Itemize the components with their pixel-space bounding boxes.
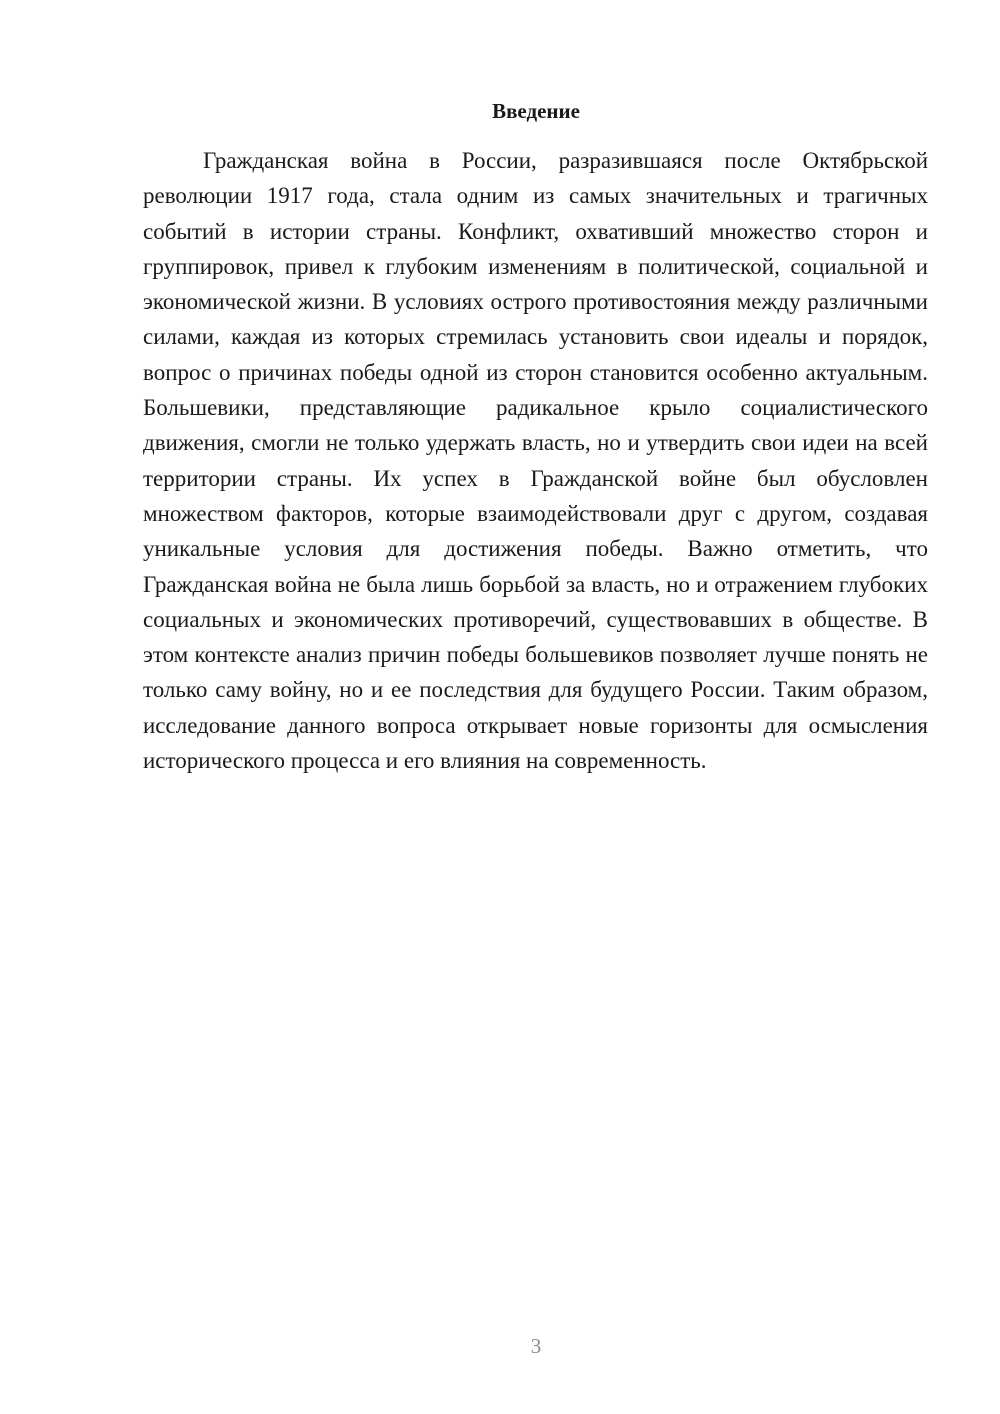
page-number: 3 bbox=[530, 1334, 542, 1358]
body-paragraph: Гражданская война в России, разразившаяся после Октябрьской революции 1917 года, стала одним из самых значительных и трагичных событий в истории страны. Конфликт, охвативший множество сторон и группировок, привел к глубоким изменениям в политической, социальной и экономической жизни. В условиях острого противостояния между различными силами, каждая из которых стремилась установить свои идеалы и порядок, вопрос о причинах победы одной из сторон становится особенно актуальным. Большевики, представляющие радикальное крыло социалистического движения, смогли не только удержать власть, но и утвердить свои идеи на всей территории страны. Их успех в Гражданской войне был обусловлен множеством факторов, которые взаимодействовали друг с другом, создавая уникальные условия для достижения победы. Важно отметить, что Гражданская война не была лишь борьбой за власть, но и отражением глубоких социальных и экономических противоречий, существовавших в обществе. В этом контексте анализ причин победы большевиков позволяет лучше понять не только саму войну, но и ее последствия для будущего России. Таким образом, исследование данного вопроса открывает новые горизонты для осмысления исторического процесса и его влияния на современность. bbox=[143, 148, 928, 774]
section-heading: Введение bbox=[492, 99, 580, 123]
